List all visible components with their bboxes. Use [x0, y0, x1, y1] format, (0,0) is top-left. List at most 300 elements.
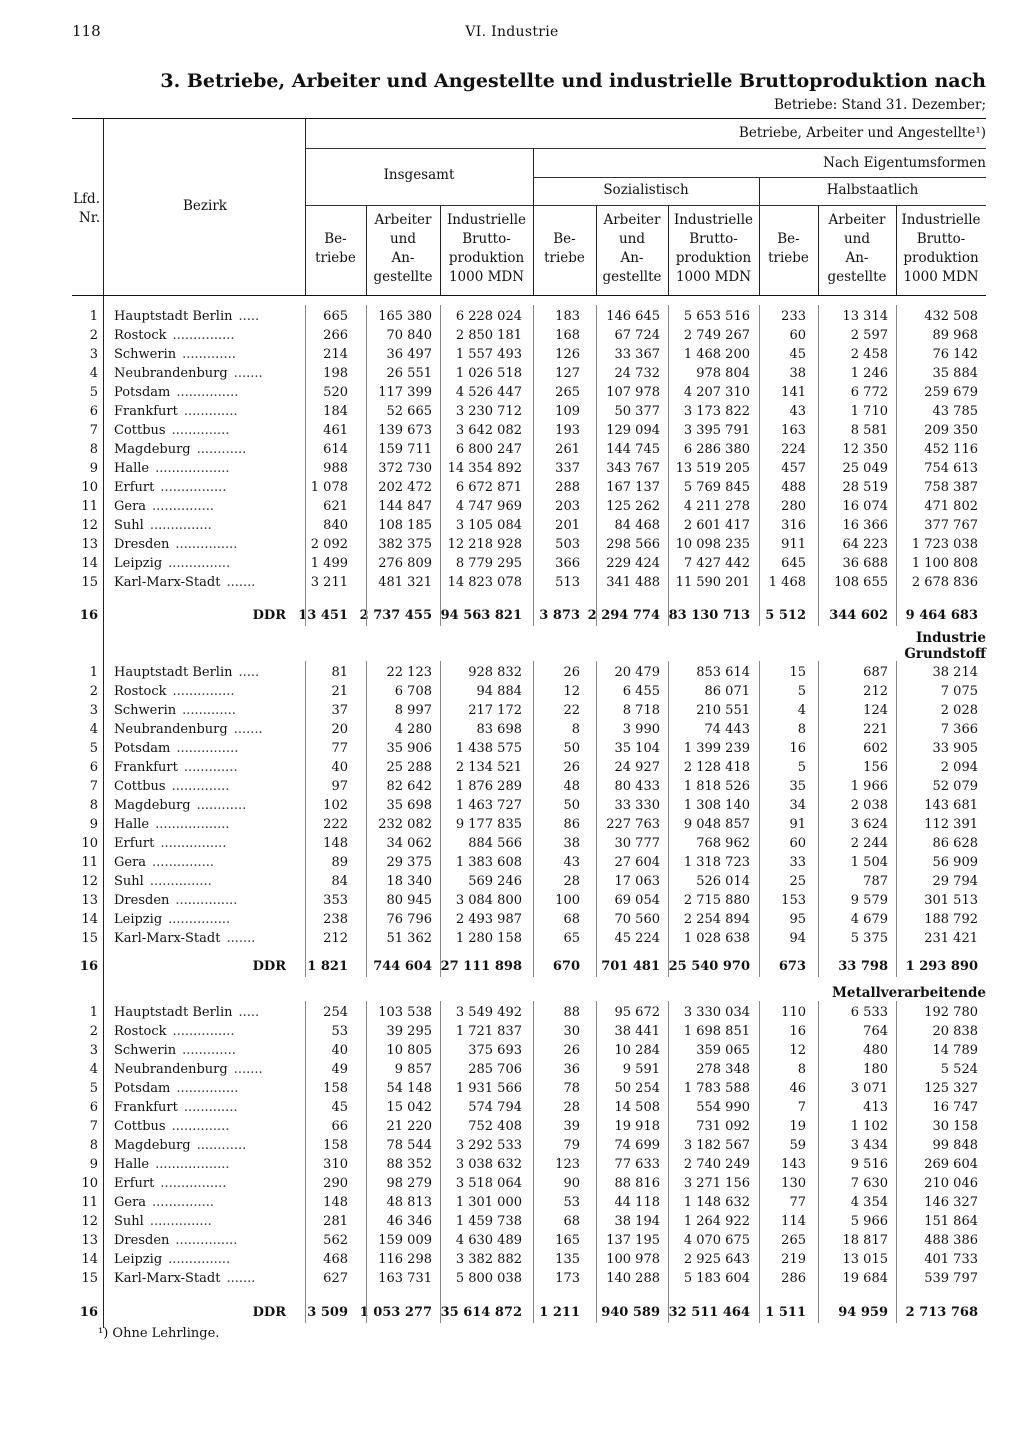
- leader-dots: ................: [160, 480, 227, 495]
- total-value: 701 481: [601, 959, 660, 974]
- total-row: [72, 1305, 986, 1324]
- cell-value: 1 280 158: [455, 931, 522, 946]
- row-number: 6: [89, 404, 98, 419]
- row-number: 5: [89, 385, 98, 400]
- row-number: 2: [89, 328, 98, 343]
- cell-value: 9 579: [850, 893, 888, 908]
- cell-value: 1 438 575: [455, 741, 522, 756]
- cell-value: 180: [863, 1062, 888, 1077]
- cell-value: 125 327: [924, 1081, 978, 1096]
- cell-value: 125 262: [606, 499, 660, 514]
- cell-value: 100: [555, 893, 580, 908]
- cell-value: 127: [555, 366, 580, 381]
- bezirk-label: Gera: [114, 1195, 147, 1210]
- cell-value: 4: [797, 703, 806, 718]
- cell-value: 9 516: [850, 1157, 888, 1172]
- total-value: 344 602: [829, 608, 888, 623]
- cell-value: 266: [323, 328, 348, 343]
- cell-value: 341 488: [606, 575, 660, 590]
- total-row: [72, 608, 986, 627]
- cell-value: 18 817: [842, 1233, 888, 1248]
- table-row: [72, 1195, 986, 1214]
- cell-value: 33: [789, 855, 806, 870]
- header-sozialistisch: Sozialistisch: [603, 182, 689, 198]
- leader-dots: ...............: [149, 518, 212, 533]
- leader-dots: .......: [233, 366, 263, 381]
- cell-value: 3 395 791: [683, 423, 750, 438]
- cell-value: 988: [323, 461, 348, 476]
- cell-value: 2 028: [940, 703, 978, 718]
- table-row: [72, 1233, 986, 1252]
- cell-value: 754 613: [924, 461, 978, 476]
- cell-value: 84 468: [614, 518, 660, 533]
- total-value: 3 873: [539, 608, 580, 623]
- total-value: 35 614 872: [440, 1305, 522, 1320]
- cell-value: 141: [781, 385, 806, 400]
- cell-value: 481 321: [378, 575, 432, 590]
- cell-value: 7 427 442: [683, 556, 750, 571]
- cell-value: 3 271 156: [683, 1176, 750, 1191]
- cell-value: 80 433: [614, 779, 660, 794]
- cell-value: 2 254 894: [683, 912, 750, 927]
- row-number: 10: [81, 480, 98, 495]
- cell-value: 539 797: [924, 1271, 978, 1286]
- rule-subcols: [305, 205, 986, 206]
- bezirk-label: Potsdam: [114, 741, 171, 756]
- cell-value: 38 194: [614, 1214, 660, 1229]
- cell-value: 19 918: [614, 1119, 660, 1134]
- cell-value: 3 182 567: [683, 1138, 750, 1153]
- cell-value: 22 123: [386, 665, 432, 680]
- cell-value: 2 850 181: [455, 328, 522, 343]
- cell-value: 6 455: [622, 684, 660, 699]
- cell-value: 18 340: [386, 874, 432, 889]
- cell-value: 77: [331, 741, 348, 756]
- table-row: [72, 366, 986, 385]
- total-value: 3 509: [307, 1305, 348, 1320]
- total-value: 744 604: [373, 959, 432, 974]
- column-divider: [896, 661, 897, 977]
- cell-value: 278 348: [696, 1062, 750, 1077]
- rule-eigentum: [533, 177, 986, 178]
- cell-value: 9 591: [622, 1062, 660, 1077]
- cell-value: 33 367: [614, 347, 660, 362]
- table-subtitle: Betriebe: Stand 31. Dezember;: [773, 97, 986, 113]
- cell-value: 5 524: [940, 1062, 978, 1077]
- cell-value: 26: [563, 1043, 580, 1058]
- cell-value: 488 386: [924, 1233, 978, 1248]
- cell-value: 3 330 034: [683, 1005, 750, 1020]
- cell-value: 301 513: [924, 893, 978, 908]
- cell-value: 45: [331, 1100, 348, 1115]
- bezirk-label: Rostock: [114, 328, 167, 343]
- row-number: 5: [89, 1081, 98, 1096]
- cell-value: 687: [863, 665, 888, 680]
- cell-value: 884 566: [468, 836, 522, 851]
- row-number: 15: [81, 1271, 98, 1286]
- bezirk-label: Frankfurt: [114, 404, 178, 419]
- cell-value: 1 028 638: [683, 931, 750, 946]
- cell-value: 94 884: [476, 684, 522, 699]
- cell-value: 310: [323, 1157, 348, 1172]
- cell-value: 36 688: [842, 556, 888, 571]
- header-lfd-nr: Lfd. Nr.: [73, 191, 100, 226]
- header-arbeiter-0: Arbeiter und An- gestellte: [373, 212, 433, 285]
- cell-value: 20: [331, 722, 348, 737]
- header-brutto-1: Industrielle Brutto- produktion 1000 MDN: [673, 212, 754, 285]
- row-number: 14: [81, 912, 98, 927]
- cell-value: 90: [563, 1176, 580, 1191]
- table-row: [72, 309, 986, 328]
- total-value: 670: [552, 959, 580, 974]
- header-brutto-0: Industrielle Brutto- produktion 1000 MDN: [446, 212, 527, 285]
- header-arbeiter-1: Arbeiter und An- gestellte: [602, 212, 662, 285]
- row-number: 9: [89, 817, 98, 832]
- page-number: 118: [72, 22, 101, 40]
- cell-value: 67 724: [614, 328, 660, 343]
- row-number: 10: [81, 1176, 98, 1191]
- table-row: [72, 836, 986, 855]
- table-row: [72, 461, 986, 480]
- header-insgesamt: Insgesamt: [383, 167, 455, 183]
- column-divider: [759, 661, 760, 977]
- leader-dots: ..............: [171, 1119, 230, 1134]
- cell-value: 1 078: [310, 480, 348, 495]
- bezirk-label: Neubrandenburg: [114, 1062, 228, 1077]
- cell-value: 2 244: [850, 836, 888, 851]
- cell-value: 151 864: [924, 1214, 978, 1229]
- cell-value: 1 876 289: [455, 779, 522, 794]
- column-divider: [533, 305, 534, 626]
- cell-value: 56 909: [932, 855, 978, 870]
- cell-value: 97: [331, 779, 348, 794]
- cell-value: 6 533: [850, 1005, 888, 1020]
- leader-dots: .......: [233, 1062, 263, 1077]
- leader-dots: .............: [182, 347, 236, 362]
- cell-value: 16 366: [842, 518, 888, 533]
- leader-dots: ..............: [171, 423, 230, 438]
- header-bottom-rule: [72, 295, 986, 296]
- cell-value: 68: [563, 912, 580, 927]
- cell-value: 554 990: [696, 1100, 750, 1115]
- table-row: [72, 1062, 986, 1081]
- section-label: Metallverarbeitende: [831, 985, 986, 1001]
- cell-value: 40: [331, 760, 348, 775]
- cell-value: 28: [563, 1100, 580, 1115]
- cell-value: 66: [331, 1119, 348, 1134]
- bezirk-label: Rostock: [114, 1024, 167, 1039]
- cell-value: 51 362: [386, 931, 432, 946]
- header-betriebe-2: Be- triebe: [768, 231, 809, 266]
- cell-value: 221: [863, 722, 888, 737]
- cell-value: 645: [781, 556, 806, 571]
- cell-value: 2 493 987: [455, 912, 522, 927]
- row-number: 11: [81, 855, 98, 870]
- cell-value: 52 079: [932, 779, 978, 794]
- table-row: [72, 1005, 986, 1024]
- cell-value: 5 653 516: [683, 309, 750, 324]
- cell-value: 7 075: [940, 684, 978, 699]
- cell-value: 34 062: [386, 836, 432, 851]
- top-rule: [72, 118, 986, 119]
- cell-value: 316: [781, 518, 806, 533]
- row-number: 4: [89, 722, 98, 737]
- cell-value: 108 655: [834, 575, 888, 590]
- cell-value: 2 749 267: [683, 328, 750, 343]
- cell-value: 6 286 380: [683, 442, 750, 457]
- cell-value: 3 434: [850, 1138, 888, 1153]
- cell-value: 2 601 417: [683, 518, 750, 533]
- cell-value: 89 968: [932, 328, 978, 343]
- table-row: [72, 1138, 986, 1157]
- table-row: [72, 404, 986, 423]
- column-divider: [896, 1001, 897, 1323]
- bezirk-label: Suhl: [114, 1214, 144, 1229]
- cell-value: 5 800 038: [455, 1271, 522, 1286]
- cell-value: 210 551: [696, 703, 750, 718]
- cell-value: 3 211: [310, 575, 348, 590]
- total-value: 25 540 970: [668, 959, 750, 974]
- header-arbeiter-2: Arbeiter und An- gestellte: [827, 212, 887, 285]
- leader-dots: ................: [160, 1176, 227, 1191]
- table-row: [72, 423, 986, 442]
- cell-value: 16 074: [842, 499, 888, 514]
- header-nach-eigentumsformen: Nach Eigentumsformen: [823, 155, 986, 171]
- cell-value: 39: [563, 1119, 580, 1134]
- bezirk-label: Leipzig: [114, 1252, 163, 1267]
- cell-value: 40: [331, 1043, 348, 1058]
- table-row: [72, 703, 986, 722]
- cell-value: 3 292 533: [455, 1138, 522, 1153]
- row-number: 15: [81, 931, 98, 946]
- bezirk-label: Halle: [114, 1157, 150, 1172]
- cell-value: 8 997: [394, 703, 432, 718]
- cell-value: 19 684: [842, 1271, 888, 1286]
- cell-value: 5 183 604: [683, 1271, 750, 1286]
- leader-dots: ...............: [175, 537, 238, 552]
- cell-value: 198: [323, 366, 348, 381]
- column-divider: [305, 305, 306, 626]
- cell-value: 8 718: [622, 703, 660, 718]
- cell-value: 74 699: [614, 1138, 660, 1153]
- cell-value: 281: [323, 1214, 348, 1229]
- cell-value: 16: [789, 1024, 806, 1039]
- cell-value: 12: [563, 684, 580, 699]
- cell-value: 135: [555, 1252, 580, 1267]
- cell-value: 2 678 836: [911, 575, 978, 590]
- leader-dots: ...............: [172, 1024, 235, 1039]
- bezirk-label: Magdeburg: [114, 442, 191, 457]
- rule-group: [305, 148, 986, 149]
- cell-value: 15: [789, 665, 806, 680]
- cell-value: 88: [563, 1005, 580, 1020]
- cell-value: 238: [323, 912, 348, 927]
- leader-dots: .............: [183, 760, 238, 775]
- cell-value: 16: [789, 741, 806, 756]
- bezirk-label: Dresden: [114, 893, 170, 908]
- cell-value: 148: [323, 836, 348, 851]
- header-betriebe-1: Be- triebe: [544, 231, 585, 266]
- leader-dots: ..............: [171, 779, 230, 794]
- bezirk-label: Hauptstadt Berlin: [114, 1005, 233, 1020]
- cell-value: 30 158: [932, 1119, 978, 1134]
- cell-value: 36 497: [386, 347, 432, 362]
- cell-value: 144 847: [378, 499, 432, 514]
- table-row: [72, 518, 986, 537]
- cell-value: 48: [563, 779, 580, 794]
- cell-value: 14 823 078: [447, 575, 522, 590]
- cell-value: 468: [323, 1252, 348, 1267]
- row-number: 9: [89, 461, 98, 476]
- cell-value: 159 009: [378, 1233, 432, 1248]
- cell-value: 28 519: [842, 480, 888, 495]
- cell-value: 192 780: [924, 1005, 978, 1020]
- cell-value: 88 352: [386, 1157, 432, 1172]
- cell-value: 6 772: [850, 385, 888, 400]
- cell-value: 12: [789, 1043, 806, 1058]
- cell-value: 4 630 489: [455, 1233, 522, 1248]
- column-divider: [366, 1001, 367, 1323]
- cell-value: 480: [863, 1043, 888, 1058]
- cell-value: 219: [781, 1252, 806, 1267]
- cell-value: 10 805: [386, 1043, 432, 1058]
- cell-value: 2 092: [310, 537, 348, 552]
- cell-value: 731 092: [696, 1119, 750, 1134]
- cell-value: 353: [323, 893, 348, 908]
- table-row: [72, 855, 986, 874]
- cell-value: 6 672 871: [455, 480, 522, 495]
- column-divider: [440, 661, 441, 977]
- cell-value: 280: [781, 499, 806, 514]
- bezirk-label: Magdeburg: [114, 1138, 191, 1153]
- cell-value: 3 549 492: [455, 1005, 522, 1020]
- cell-value: 38 441: [614, 1024, 660, 1039]
- cell-value: 1 504: [850, 855, 888, 870]
- cell-value: 143 681: [924, 798, 978, 813]
- cell-value: 7 630: [850, 1176, 888, 1191]
- cell-value: 183: [555, 309, 580, 324]
- row-number: 5: [89, 741, 98, 756]
- total-value: 83 130 713: [668, 608, 750, 623]
- cell-value: 212: [323, 931, 348, 946]
- footnote: ¹) Ohne Lehrlinge.: [98, 1326, 220, 1341]
- cell-value: 30: [563, 1024, 580, 1039]
- bezirk-label: Schwerin: [114, 347, 177, 362]
- cell-value: 217 172: [468, 703, 522, 718]
- total-value: 27 111 898: [440, 959, 522, 974]
- cell-value: 33 330: [614, 798, 660, 813]
- bezirk-label: Frankfurt: [114, 1100, 178, 1115]
- cell-value: 13 015: [842, 1252, 888, 1267]
- row-number: 6: [89, 1100, 98, 1115]
- cell-value: 25 049: [842, 461, 888, 476]
- cell-value: 2 094: [940, 760, 978, 775]
- column-divider: [533, 661, 534, 977]
- cell-value: 50 377: [614, 404, 660, 419]
- cell-value: 602: [863, 741, 888, 756]
- row-number: 8: [89, 1138, 98, 1153]
- cell-value: 36: [563, 1062, 580, 1077]
- bezirk-label: Cottbus: [114, 423, 166, 438]
- cell-value: 8: [571, 722, 580, 737]
- row-number: 6: [89, 760, 98, 775]
- cell-value: 22: [563, 703, 580, 718]
- leader-dots: ...............: [152, 1195, 215, 1210]
- column-divider: [440, 305, 441, 626]
- column-divider: [668, 661, 669, 977]
- cell-value: 130: [781, 1176, 806, 1191]
- leader-dots: ...............: [152, 499, 215, 514]
- cell-value: 1 468: [768, 575, 806, 590]
- cell-value: 26: [563, 665, 580, 680]
- bezirk-label: Hauptstadt Berlin: [114, 309, 233, 324]
- leader-dots: .......: [226, 575, 256, 590]
- leader-dots: ...............: [176, 741, 239, 756]
- cell-value: 569 246: [468, 874, 522, 889]
- bezirk-label: Leipzig: [114, 556, 163, 571]
- row-number: 1: [89, 1005, 98, 1020]
- cell-value: 144 745: [606, 442, 660, 457]
- cell-value: 188 792: [924, 912, 978, 927]
- table-row: [72, 798, 986, 817]
- cell-value: 143: [781, 1157, 806, 1172]
- header-bezirk: Bezirk: [183, 198, 227, 214]
- cell-value: 86 071: [704, 684, 750, 699]
- cell-value: 46: [789, 1081, 806, 1096]
- cell-value: 526 014: [696, 874, 750, 889]
- leader-dots: .......: [226, 931, 256, 946]
- cell-value: 50: [563, 741, 580, 756]
- cell-value: 513: [555, 575, 580, 590]
- leader-dots: ..................: [155, 1157, 230, 1172]
- cell-value: 382 375: [378, 537, 432, 552]
- section-label: Industrie Grundstoff: [904, 630, 986, 662]
- cell-value: 88 816: [614, 1176, 660, 1191]
- cell-value: 452 116: [924, 442, 978, 457]
- header-brutto-2: Industrielle Brutto- produktion 1000 MDN: [901, 212, 981, 285]
- cell-value: 627: [323, 1271, 348, 1286]
- cell-value: 4 354: [850, 1195, 888, 1210]
- cell-value: 81: [331, 665, 348, 680]
- cell-value: 109: [555, 404, 580, 419]
- table-row: [72, 1024, 986, 1043]
- cell-value: 35 104: [614, 741, 660, 756]
- leader-dots: .............: [183, 1100, 238, 1115]
- bezirk-label: Neubrandenburg: [114, 722, 228, 737]
- cell-value: 163 731: [378, 1271, 432, 1286]
- leader-dots: ...............: [168, 556, 231, 571]
- column-divider: [366, 661, 367, 977]
- cell-value: 116 298: [378, 1252, 432, 1267]
- table-row: [72, 684, 986, 703]
- cell-value: 2 458: [850, 347, 888, 362]
- cell-value: 14 508: [614, 1100, 660, 1115]
- cell-value: 100 978: [606, 1252, 660, 1267]
- cell-value: 7: [797, 1100, 806, 1115]
- cell-value: 50 254: [614, 1081, 660, 1096]
- leader-dots: .....: [238, 309, 260, 324]
- cell-value: 21: [331, 684, 348, 699]
- cell-value: 9 857: [394, 1062, 432, 1077]
- cell-value: 337: [555, 461, 580, 476]
- cell-value: 95 672: [614, 1005, 660, 1020]
- total-value: 94 959: [838, 1305, 888, 1320]
- row-number: 8: [89, 442, 98, 457]
- total-value: 2 713 768: [905, 1305, 978, 1320]
- cell-value: 1 723 038: [911, 537, 978, 552]
- cell-value: 76 796: [386, 912, 432, 927]
- row-number: 13: [81, 537, 98, 552]
